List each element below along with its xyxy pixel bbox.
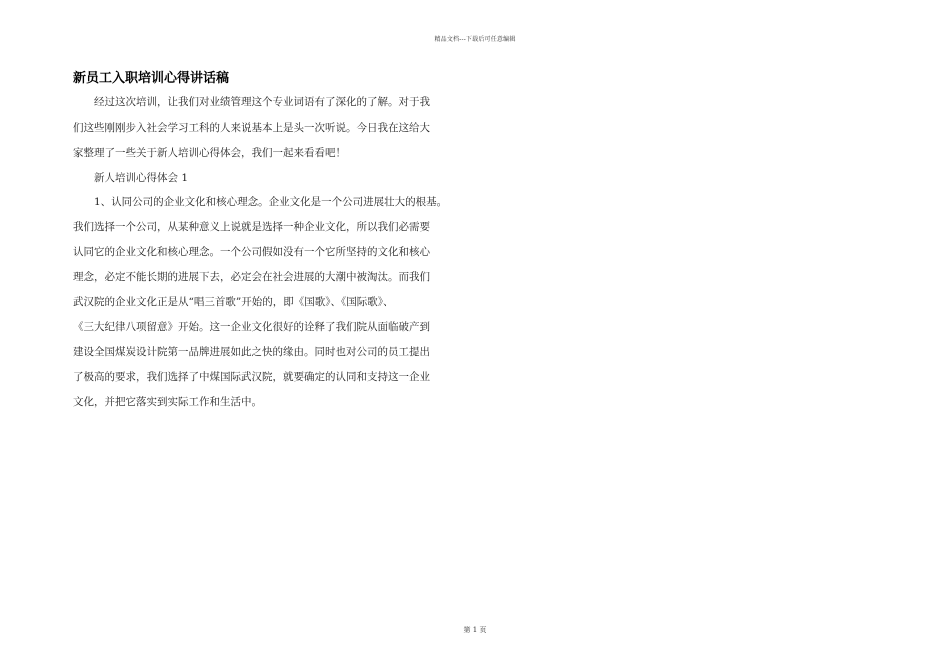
paragraph-line: 理念，必定不能长期的进展下去，必定会在社会进展的大潮中被淘汰。而我们 [73, 271, 430, 283]
paragraph-line: 经过这次培训，让我们对业绩管理这个专业词语有了深化的了解。对于我 [94, 96, 430, 108]
paragraph-line: 文化，并把它落实到实际工作和生活中。 [73, 396, 262, 408]
paragraph-line: 认同它的企业文化和核心理念。一个公司假如没有一个它所坚持的文化和核心 [73, 246, 430, 258]
page-number: 第 1 页 [463, 626, 487, 634]
paragraph-line: 武汉院的企业文化正是从“唱三首歌”开始的，即《国歌》、《国际歌》、 [73, 296, 394, 308]
paragraph-line: 了极高的要求，我们选择了中煤国际武汉院，就要确定的认同和支持这一企业 [73, 371, 430, 383]
page-header-note: 精品文档---下载后可任意编辑 [434, 36, 516, 43]
paragraph-line: 们这些刚刚步入社会学习工科的人来说基本上是头一次听说。今日我在这给大 [73, 122, 430, 134]
paragraph-line: 建设全国煤炭设计院第一品牌进展如此之快的缘由。同时也对公司的员工提出 [73, 346, 430, 358]
document-title: 新员工入职培训心得讲话稿 [73, 71, 230, 86]
section-heading: 新人培训心得体会 1 [94, 172, 189, 184]
paragraph-line: 家整理了一些关于新人培训心得体会，我们一起来看看吧！ [73, 147, 346, 159]
paragraph-line: 《三大纪律八项留意》开始。这一企业文化很好的诠释了我们院从面临破产到 [73, 321, 430, 333]
paragraph-line: 1、认同公司的企业文化和核心理念。企业文化是一个公司进展壮大的根基。 [94, 196, 448, 208]
paragraph-line: 我们选择一个公司，从某种意义上说就是选择一种企业文化，所以我们必需要 [73, 221, 430, 233]
